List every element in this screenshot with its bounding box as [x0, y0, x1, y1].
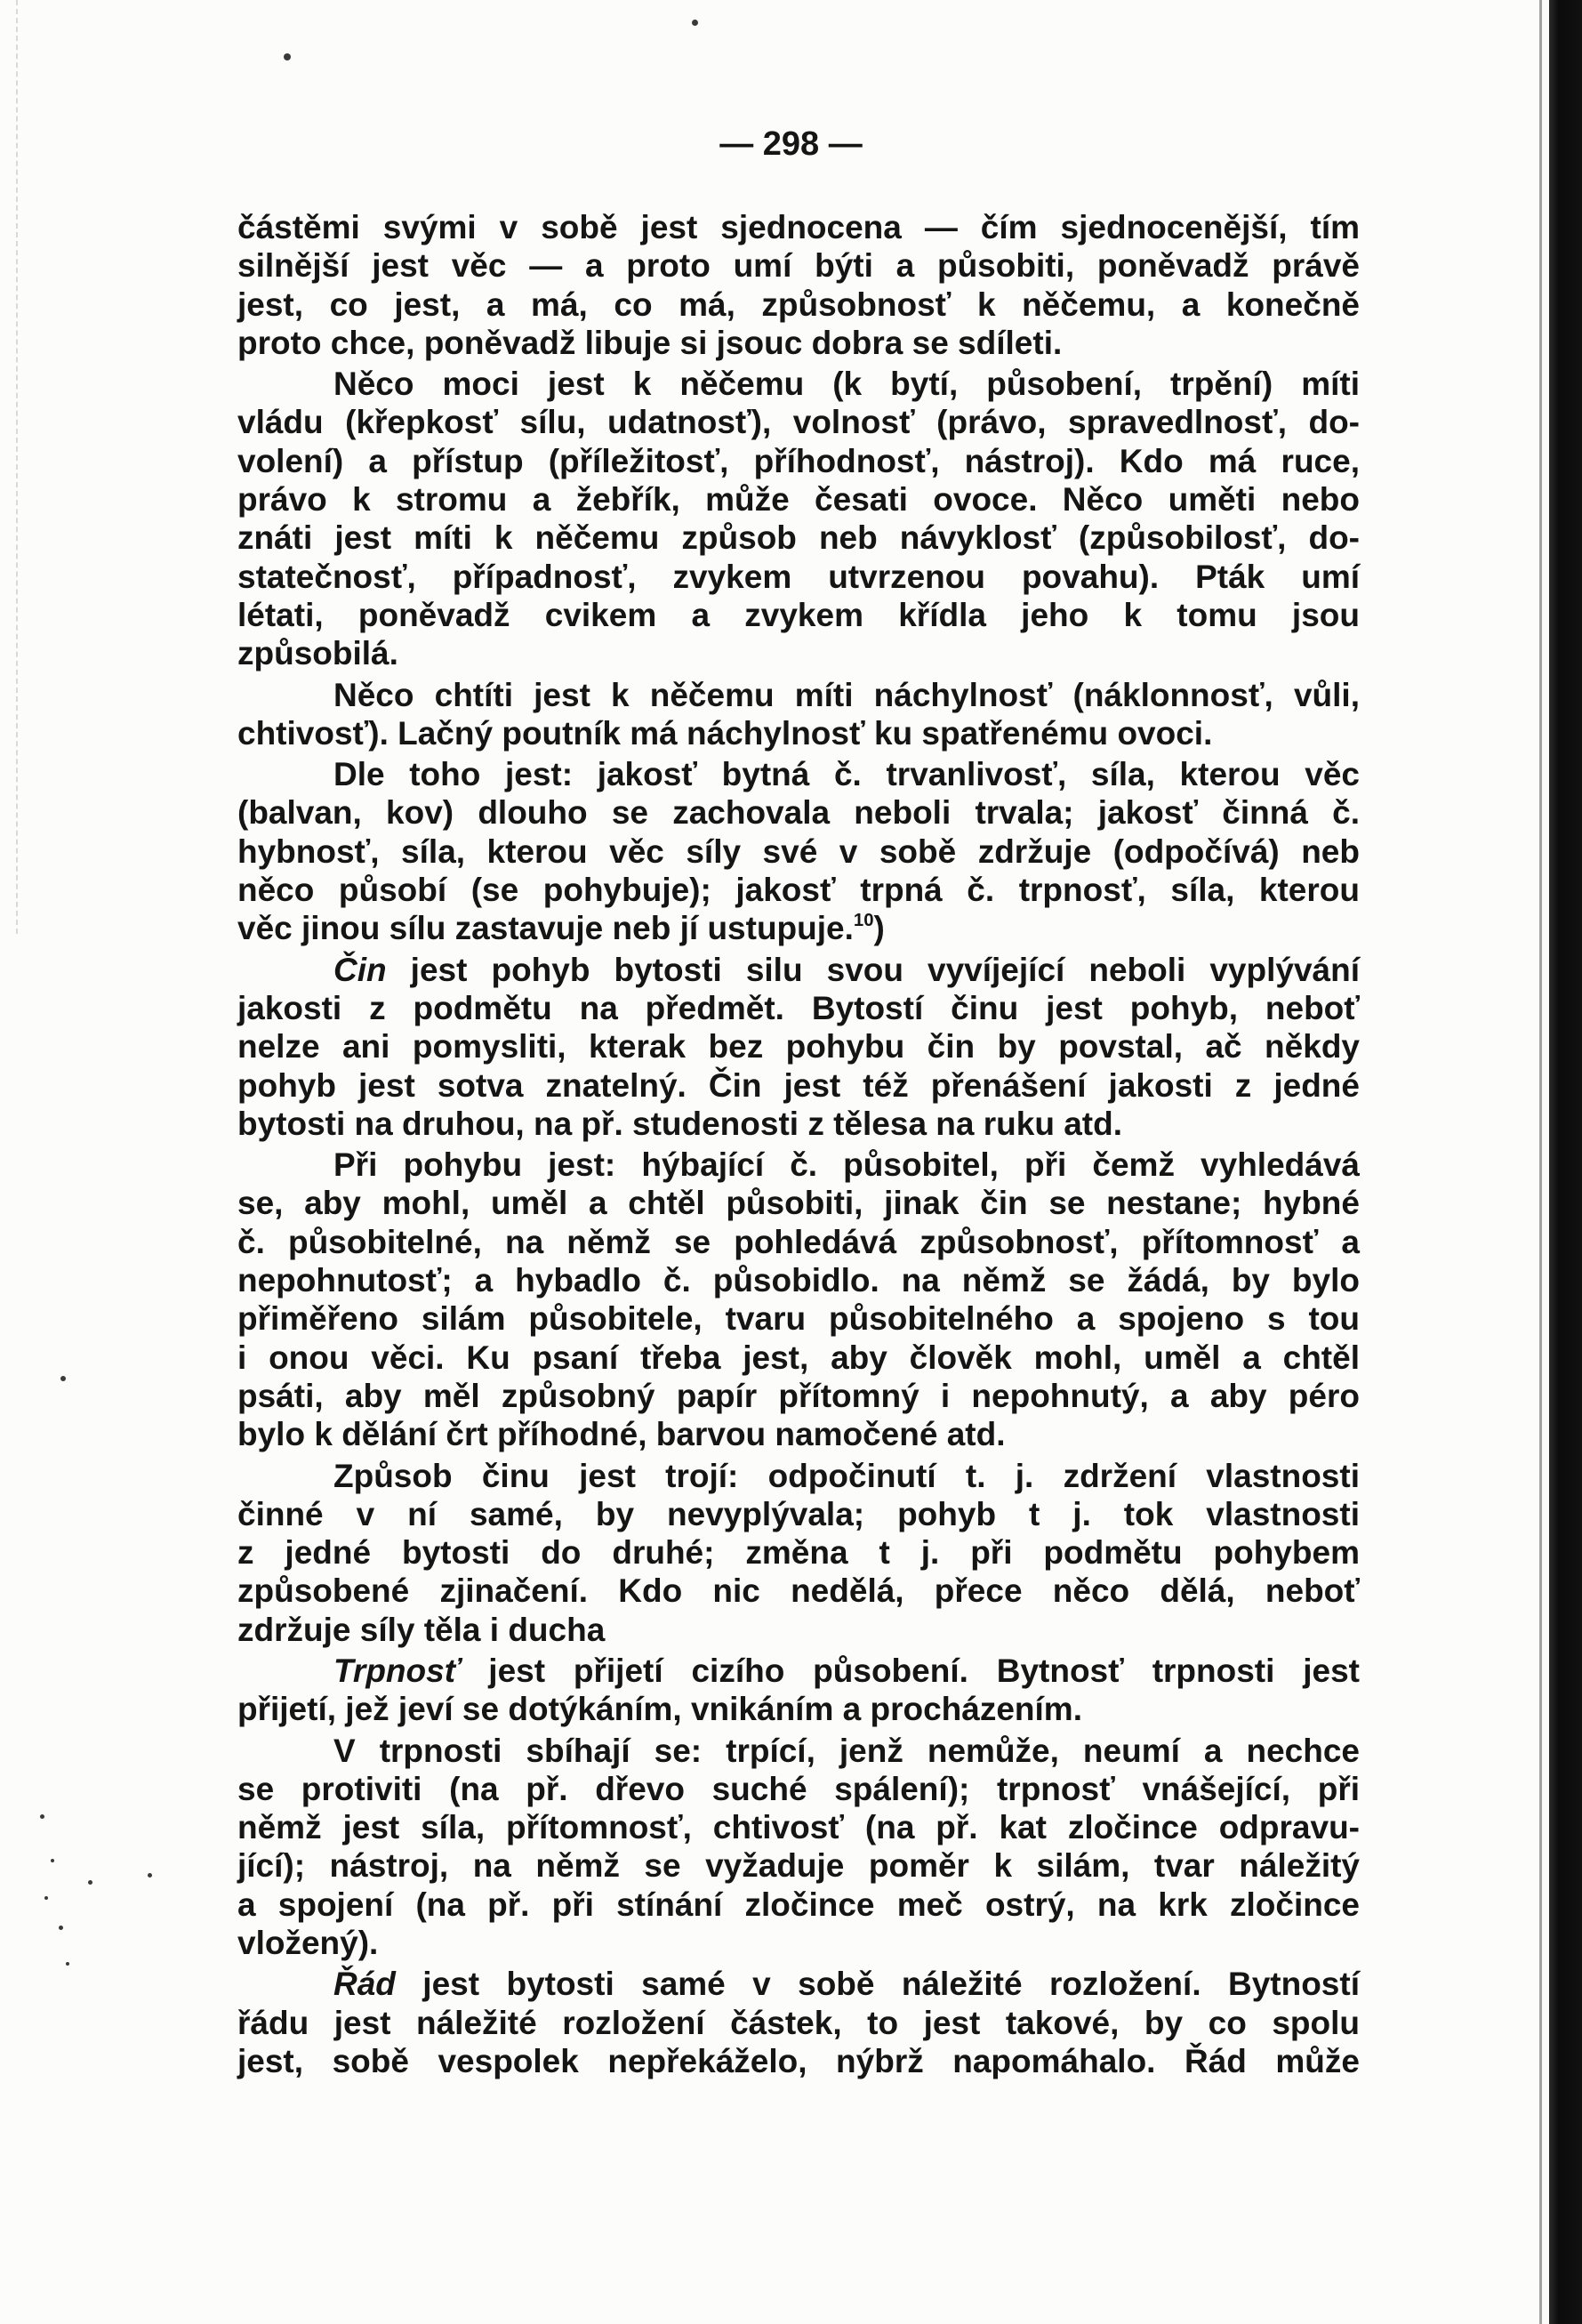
line-text: jest, sobě vespolek nepřekáželo, nýbrž napomáhalo. Řád může: [237, 2042, 1360, 2079]
line-text: částěmi svými v sobě jest sjednocena — čím sjednocenější, tím: [237, 209, 1360, 245]
text-line: [237, 1533, 1360, 1572]
line-text: ): [873, 910, 885, 947]
line-text: nepohnutosť; a hybadlo č. působidlo. na němž se žádá, by bylo: [237, 1262, 1360, 1299]
line-text: (balvan, kov) dlouho se zachovala neboli trvala; jakosť činná č.: [237, 794, 1360, 832]
line-text: zdržuje síly těla i ducha: [237, 1611, 606, 1648]
text-line: [237, 1690, 1360, 1728]
line-text: volení) a přístup (příležitosť, příhodnosť, nástroj). Kdo má ruce,: [237, 442, 1360, 479]
line-text: pohyb jest sotva znatelný. Čin jest též přenášení jakosti z jedné: [237, 1066, 1360, 1104]
paragraph: [237, 755, 1360, 947]
text-line: [237, 909, 1360, 947]
scan-speck: [284, 53, 291, 60]
italic-term: Čin: [333, 951, 387, 988]
paragraph: [237, 1457, 1360, 1649]
text-line: [237, 1261, 1360, 1299]
text-line: [237, 1184, 1360, 1222]
line-text: přijetí, jež jeví se dotýkáním, vnikáním a procházením.: [237, 1691, 1082, 1728]
scan-speck: [66, 1962, 69, 1966]
paragraph: [237, 1652, 1360, 1729]
text-line: [237, 285, 1360, 324]
text-line: [237, 1146, 1360, 1184]
italic-term: Trpnosť: [333, 1652, 461, 1689]
text-line: [237, 1105, 1360, 1143]
text-line: [237, 1611, 1360, 1649]
text-line: [237, 208, 1360, 246]
line-text: hybnosť, síla, kterou věc síly své v sobě zdržuje (odpočívá) neb: [237, 832, 1360, 870]
scan-speck: [44, 1896, 48, 1900]
line-text: V trpnosti sbíhají se: trpící, jenž nemůže, neumí a nechce: [333, 1732, 1360, 1769]
text-line: [237, 2004, 1360, 2042]
text-line: [237, 1027, 1360, 1066]
text-line: [237, 1572, 1360, 1610]
line-text: znáti jest míti k něčemu způsob neb návyklosť (způsobilosť, do-: [237, 519, 1360, 557]
text-line: [237, 793, 1360, 832]
line-text: bytosti na druhou, na př. studenosti z tělesa na ruku atd.: [237, 1105, 1123, 1142]
scan-speck: [59, 1926, 63, 1930]
scan-speck: [692, 20, 698, 26]
line-text: němž jest síla, přítomnosť, chtivosť (na př. kat zločince odpravu-: [237, 1809, 1360, 1846]
paragraph: [237, 1965, 1360, 2080]
line-text: jest bytosti samé v sobě náležité rozložení. Bytností: [395, 1966, 1360, 2003]
line-text: jest přijetí cizího působení. Bytnosť trpnosti jest: [460, 1652, 1360, 1689]
line-text: jest, co jest, a má, co má, způsobnosť k něčemu, a konečně: [237, 285, 1360, 323]
text-line: [237, 871, 1360, 909]
text-line: [237, 596, 1360, 634]
scan-speck: [88, 1880, 92, 1885]
line-text: létati, poněvadž cvikem a zvykem křídla jeho k tomu jsou: [237, 596, 1360, 633]
line-text: věc jinou sílu zastavuje neb jí ustupuje.: [237, 910, 854, 947]
footnote-ref: 10: [853, 911, 874, 931]
paragraph: [237, 1732, 1360, 1963]
line-text: jící); nástroj, na němž se vyžaduje poměr k silám, tvar náležitý: [237, 1847, 1360, 1885]
text-line: [237, 1732, 1360, 1770]
paragraph: [237, 676, 1360, 753]
line-text: bylo k dělání črt příhodné, barvou namočené atd.: [237, 1416, 1006, 1453]
text-line: [237, 480, 1360, 519]
line-text: psáti, aby měl způsobný papír přítomný i nepohnutý, a aby péro: [237, 1377, 1360, 1414]
text-body: [237, 208, 1360, 2080]
text-line: [237, 676, 1360, 714]
text-line: [237, 2042, 1360, 2080]
scan-speck: [60, 1376, 66, 1381]
text-line: [237, 403, 1360, 441]
text-line: [237, 1770, 1360, 1808]
paragraph: [237, 1146, 1360, 1453]
text-line: [237, 1415, 1360, 1453]
text-line: [237, 989, 1360, 1027]
scan-speck: [148, 1873, 152, 1878]
text-line: [237, 832, 1360, 871]
line-text: silnější jest věc — a proto umí býti a působiti, poněvadž právě: [237, 247, 1360, 285]
scan-speck: [40, 1814, 44, 1819]
line-text: právo k stromu a žebřík, může česati ovoce. Něco uměti nebo: [237, 481, 1360, 519]
text-line: [237, 558, 1360, 596]
line-text: chtivosť). Lačný poutník má náchylnosť ku spatřenému ovoci.: [237, 714, 1213, 752]
text-line: [237, 1223, 1360, 1261]
text-line: [237, 755, 1360, 793]
line-text: Něco chtíti jest k něčemu míti náchylnosť (náklonnosť, vůli,: [333, 676, 1360, 713]
line-text: nelze ani pomysliti, kterak bez pohybu čin by povstal, ač někdy: [237, 1028, 1360, 1066]
line-text: i onou věci. Ku psaní třeba jest, aby člověk mohl, uměl a chtěl: [237, 1339, 1360, 1376]
line-text: jest pohyb bytosti silu svou vyvíjející neboli vyplývání: [386, 951, 1360, 988]
page-number: — 298 —: [719, 125, 863, 163]
text-line: [237, 324, 1360, 362]
text-line: [237, 1965, 1360, 2003]
text-line: [237, 634, 1360, 672]
line-text: Při pohybu jest: hýbající č. působitel, při čemž vyhledává: [333, 1146, 1360, 1184]
line-text: způsobené zjinačení. Kdo nic nedělá, přece něco dělá, neboť: [237, 1572, 1360, 1610]
line-text: přiměřeno silám působitele, tvaru působitelného a spojeno s tou: [237, 1300, 1360, 1338]
text-line: [237, 1299, 1360, 1338]
line-text: něco působí (se pohybuje); jakosť trpná č. trpnosť, síla, kterou: [237, 872, 1360, 909]
line-text: Způsob činu jest trojí: odpočinutí t. j. zdržení vlastnosti: [333, 1457, 1360, 1494]
line-text: statečnosť, případnosť, zvykem utvrzenou povahu). Pták umí: [237, 558, 1360, 595]
line-text: a spojení (na př. při stínání zločince meč ostrý, na krk zločince: [237, 1886, 1360, 1923]
line-text: Dle toho jest: jakosť bytná č. trvanlivosť, síla, kterou věc: [333, 756, 1360, 793]
text-line: [237, 1846, 1360, 1885]
line-text: jakosti z podmětu na předmět. Bytostí činu jest pohyb, neboť: [237, 989, 1360, 1026]
paragraph: [237, 951, 1360, 1143]
line-text: způsobilá.: [237, 635, 398, 672]
line-text: činné v ní samé, by nevyplývala; pohyb t j. tok vlastnosti: [237, 1495, 1360, 1532]
italic-term: Řád: [333, 1966, 396, 2003]
scan-speck: [51, 1859, 54, 1862]
text-line: [237, 365, 1360, 403]
text-line: [237, 1495, 1360, 1533]
text-line: [237, 246, 1360, 285]
text-line: [237, 1652, 1360, 1690]
text-line: [237, 951, 1360, 989]
text-line: [237, 1066, 1360, 1105]
line-text: z jedné bytosti do druhé; změna t j. při podmětu pohybem: [237, 1534, 1360, 1572]
text-line: [237, 442, 1360, 480]
text-line: [237, 1886, 1360, 1924]
line-text: se, aby mohl, uměl a chtěl působiti, jinak čin se nestane; hybné: [237, 1185, 1360, 1222]
line-text: proto chce, poněvadž libuje si jsouc dobra se sdíleti.: [237, 324, 1063, 361]
line-text: č. působitelné, na němž se pohledává způsobnosť, přítomnosť a: [237, 1223, 1360, 1260]
scan-edge-line: [1539, 0, 1542, 2324]
line-text: se protiviti (na př. dřevo suché spálení); trpnosť vnášející, při: [237, 1770, 1360, 1807]
text-line: [237, 714, 1360, 752]
scan-edge-shadow: [1549, 0, 1582, 2324]
line-text: řádu jest náležité rozložení částek, to jest takové, by co spolu: [237, 2004, 1360, 2041]
line-text: vládu (křepkosť sílu, udatnosť), volnosť (právo, spravedlnosť, do-: [237, 404, 1360, 441]
line-text: Něco moci jest k něčemu (k bytí, působení, trpění) míti: [333, 366, 1360, 403]
text-line: [237, 1377, 1360, 1415]
paragraph: [237, 365, 1360, 672]
text-line: [237, 519, 1360, 557]
paragraph: [237, 208, 1360, 362]
text-line: [237, 1808, 1360, 1846]
text-line: [237, 1924, 1360, 1962]
text-line: [237, 1339, 1360, 1377]
text-line: [237, 1457, 1360, 1495]
line-text: vložený).: [237, 1925, 379, 1962]
